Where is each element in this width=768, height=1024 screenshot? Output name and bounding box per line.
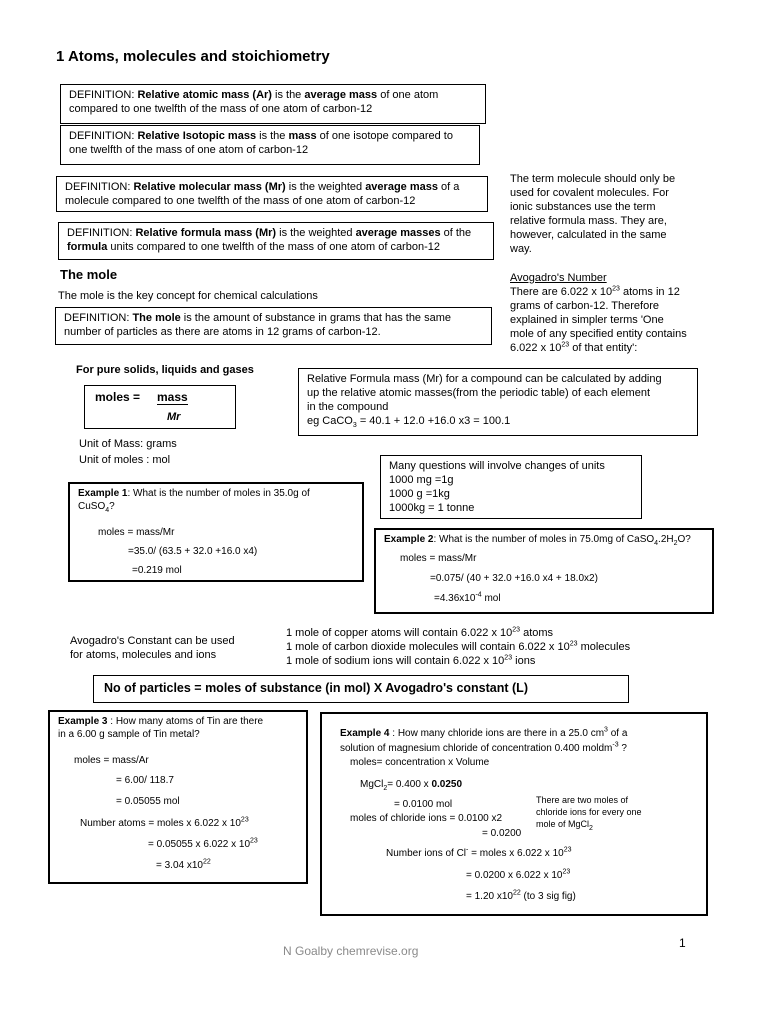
avogadro-number-block	[510, 271, 720, 355]
definition-text: of the	[440, 227, 472, 239]
definition-mole-box	[55, 307, 492, 345]
definition-text: molecule compared to one twelfth of the mass of one atom of carbon-12	[65, 195, 416, 207]
mole-heading: The mole	[60, 267, 118, 282]
example-step: moles = mass/Mr	[400, 553, 477, 564]
side-note	[510, 172, 710, 256]
definition-text: is the	[271, 89, 305, 101]
definition-text: is the amount of substance in grams that has the same	[180, 312, 452, 324]
formula-numerator: mass	[157, 390, 188, 404]
example-step: $=4.36x10^{-4}$ mol	[434, 591, 501, 604]
example-step: = 0.05055 mol	[116, 796, 180, 807]
definition-text: one twelfth of the mass of one atom of carbon-12	[69, 144, 309, 156]
note-line: Avogadro's Constant can be used	[70, 635, 235, 647]
example-step: Number atoms = moles x 6.022 x $10^{23}$	[80, 816, 249, 829]
example-label: Example 4	[340, 728, 390, 739]
example-question: CuSO$_4$?	[78, 501, 115, 514]
units-line: 1000kg = 1 tonne	[389, 502, 475, 514]
definition-text: is the	[256, 130, 289, 142]
example-1-box	[68, 482, 364, 582]
example-step: = 1.20 $x10^{22}$ (to 3 sig fig)	[466, 889, 576, 902]
formula-denominator: Mr	[167, 411, 181, 423]
rfm-line: up the relative atomic masses(from the periodic table) of each element	[307, 387, 650, 399]
example-question: Example 3 : How many atoms of Tin are there	[58, 716, 264, 727]
avogadro-line: grams of carbon-12. Therefore	[510, 300, 659, 312]
side-note-line: way.	[510, 243, 532, 255]
example-step: = 0.0100 mol	[394, 799, 453, 810]
key-equation: No of particles = moles of substance (in mol) X Avogadro's constant (L)	[104, 681, 528, 695]
definition-text: is the weighted	[276, 227, 356, 239]
example-question: in a 6.00 g sample of Tin metal?	[58, 729, 200, 740]
units-line: Many questions will involve changes of units	[389, 460, 605, 472]
mole-intro: The mole is the key concept for chemical calculations	[58, 290, 318, 302]
footer-credit: N Goalby chemrevise.org	[283, 944, 419, 958]
avogadro-line: explained in simpler terms 'One	[510, 314, 664, 326]
example-step: moles = mass/Ar	[74, 755, 149, 766]
example-question: Example 4 : How many chloride ions are there in a 25.0 $cm^3$ of a	[340, 726, 628, 739]
example-step: =35.0/ (63.5 + 32.0 +16.0 x4)	[128, 546, 258, 557]
example-step: = 0.0200	[482, 828, 522, 839]
units-box	[380, 455, 642, 519]
example-question: solution of magnesium chloride of concentration 0.400 moldm$^{-3}$ ?	[340, 741, 627, 754]
unit-of-mass: Unit of Mass: grams	[79, 438, 177, 450]
side-note-line: however, calculated in the same	[510, 229, 667, 241]
definition-ar-box	[60, 84, 486, 124]
definition-prefix: DEFINITION:	[67, 227, 133, 239]
definition-molecular-box	[56, 176, 488, 212]
definition-term: Relative molecular mass (Mr)	[133, 181, 286, 193]
example-step: =0.075/ (40 + 32.0 +16.0 x4 + 18.0x2)	[430, 573, 598, 584]
example-step: MgCl$_2$= 0.400 x 0.0250	[360, 779, 463, 792]
example-2-box	[374, 528, 714, 614]
rfm-example: eg CaCO$_3$ = 40.1 + 12.0 +16.0 x3 = 100.1	[307, 415, 511, 430]
example-3-box	[48, 710, 308, 884]
example-step: moles = mass/Mr	[98, 527, 175, 538]
example-label: Example 1	[78, 488, 128, 499]
definition-key: mass	[288, 130, 317, 142]
side-note-line: chloride ions for every one	[536, 807, 642, 817]
definition-text: of one atom	[377, 89, 439, 101]
example-question: Example 2: What is the number of moles in 75.0mg of $CaSO_4.2H_2O$?	[384, 534, 691, 547]
definition-key: average mass	[304, 89, 378, 101]
side-note-line: ionic substances use the term	[510, 201, 656, 213]
example-4-box	[320, 712, 708, 916]
side-note-line: There are two moles of	[536, 795, 629, 805]
moles-formula-box	[84, 385, 236, 429]
example-label: Example 3	[58, 716, 108, 727]
constant-line: 1 mole of carbon dioxide molecules will contain 6.022 x $10^{23}$ molecules	[286, 640, 631, 653]
side-note-line: used for covalent molecules. For	[510, 187, 669, 199]
constant-line: 1 mole of sodium ions will contain 6.022 x $10^{23}$ ions	[286, 654, 536, 667]
avogadro-line: There are 6.022 x $10^{23}$ atoms in 12	[510, 285, 680, 298]
example-step: = 0.05055 x 6.022 x $10^{23}$	[148, 837, 258, 850]
constant-line: 1 mole of copper atoms will contain 6.022 x $10^{23}$ atoms	[286, 626, 554, 639]
definition-text: of a	[437, 181, 460, 193]
key-equation-box	[93, 675, 629, 703]
definition-key: formula	[67, 241, 108, 253]
definition-term: Relative Isotopic mass	[137, 130, 257, 142]
example-label: Example 2	[384, 534, 434, 545]
definition-key: average mass	[365, 181, 438, 193]
definition-prefix: DEFINITION:	[65, 181, 131, 193]
unit-of-moles: Unit of moles : mol	[79, 454, 171, 466]
example-question: : What is the number of moles in 35.0g of	[127, 488, 310, 499]
definition-key: average masses	[355, 227, 441, 239]
side-note-line: The term molecule should only be	[510, 173, 676, 185]
definition-prefix: DEFINITION:	[64, 312, 130, 324]
definition-term: Relative atomic mass (Ar)	[137, 89, 272, 101]
definition-prefix: DEFINITION:	[69, 89, 135, 101]
pure-substances-heading: For pure solids, liquids and gases	[76, 364, 254, 376]
formula-lhs: moles =	[95, 390, 141, 404]
avogadro-constant-note	[70, 634, 235, 662]
definition-text: is the weighted	[285, 181, 366, 193]
example-step: =0.219 mol	[132, 565, 182, 576]
rfm-line: in the compound	[307, 401, 389, 413]
rfm-line: Relative Formula mass (Mr) for a compound can be calculated by adding	[307, 373, 662, 385]
definition-text: of one isotope compared to	[316, 130, 453, 142]
example-step: moles= concentration x Volume	[350, 757, 490, 768]
rfm-box	[298, 368, 698, 436]
example-step: moles of chloride ions = 0.0100 x2	[350, 813, 503, 824]
definition-text: compared to one twelfth of the mass of one atom of carbon-12	[69, 103, 373, 115]
avogadro-line: 6.022 x $10^{23}$ of that entity':	[510, 341, 638, 354]
page-number: 1	[679, 936, 686, 950]
example-step: = 3.04 $x10^{22}$	[156, 858, 211, 871]
definition-prefix: DEFINITION:	[69, 130, 135, 142]
avogadro-heading: Avogadro's Number	[510, 272, 607, 284]
avogadro-constant-examples	[286, 626, 630, 668]
side-note-line: mole of MgCl$_2$	[536, 819, 593, 832]
definition-term: The mole	[132, 312, 181, 324]
avogadro-line: mole of any specified entity contains	[510, 328, 687, 340]
definition-term: Relative formula mass (Mr)	[135, 227, 277, 239]
note-line: for atoms, molecules and ions	[70, 649, 217, 661]
example-step: = 6.00/ 118.7	[116, 775, 174, 786]
example-4-side-note	[536, 794, 642, 830]
side-note-line: relative formula mass. They are,	[510, 215, 667, 227]
definition-text: units compared to one twelfth of the mass of one atom of carbon-12	[107, 241, 440, 253]
definition-isotopic-box	[60, 125, 480, 165]
units-line: 1000 mg =1g	[389, 474, 454, 486]
example-step: = 0.0200 x 6.022 x $10^{23}$	[466, 868, 571, 881]
definition-formula-box	[58, 222, 494, 260]
definition-text: number of particles as there are atoms in 12 grams of carbon-12.	[64, 326, 381, 338]
example-step: Number ions of Cl- = moles x 6.022 x $10^{23}$	[386, 846, 572, 859]
page-title: 1 Atoms, molecules and stoichiometry	[56, 48, 330, 65]
units-line: 1000 g =1kg	[389, 488, 450, 500]
